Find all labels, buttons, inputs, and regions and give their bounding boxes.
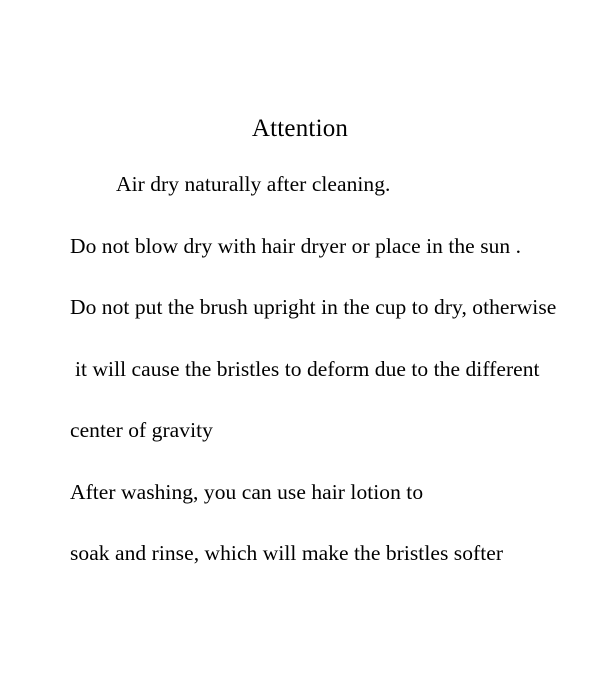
instruction-line: center of gravity [70,418,213,442]
instruction-line: Do not put the brush upright in the cup to dry, otherwise [70,295,557,319]
page-title: Attention [251,115,349,142]
instruction-line: soak and rinse, which will make the bristles softer [70,541,504,565]
instruction-line: After washing, you can use hair lotion to [70,479,424,504]
instructions-block [0,164,600,573]
instruction-line: it will cause the bristles to deform due to the different [75,356,540,381]
instruction-line: Air dry naturally after cleaning. [116,172,391,196]
instruction-line: Do not blow dry with hair dryer or place in the sun . [70,233,522,258]
